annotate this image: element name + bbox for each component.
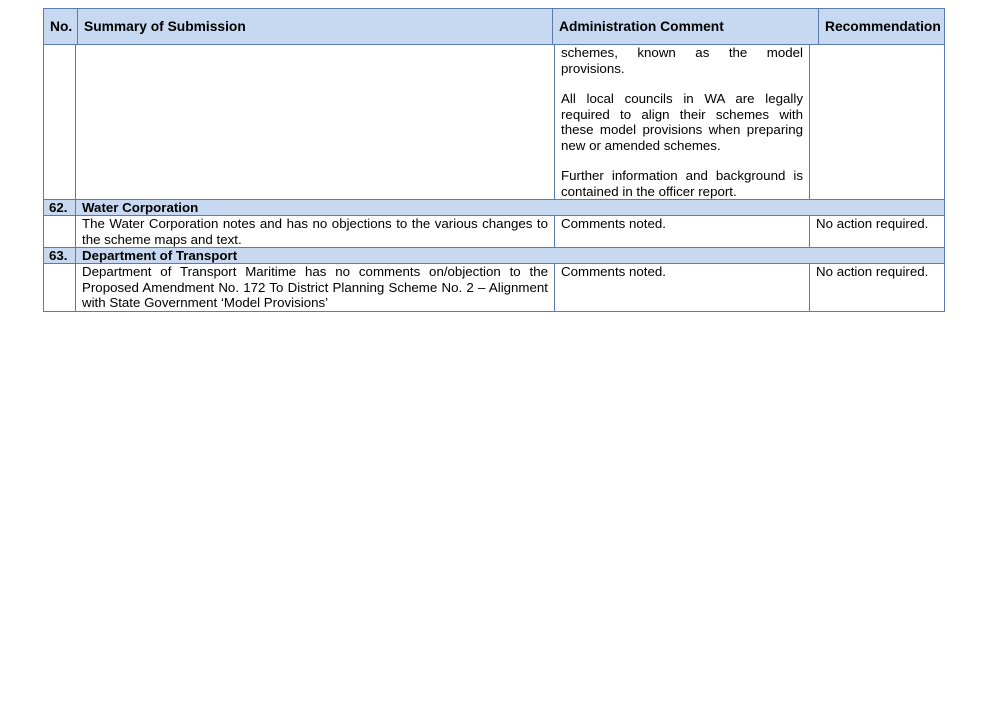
header-row	[44, 9, 945, 45]
header-summary: Summary of Submission	[78, 9, 553, 45]
table-header	[43, 8, 945, 45]
continuation-recommendation-cell	[810, 45, 945, 200]
section-heading-row	[44, 248, 945, 264]
continuation-comment-cell	[555, 45, 810, 200]
row-no-cell	[44, 264, 76, 312]
table-row	[44, 264, 945, 312]
row-summary: The Water Corporation notes and has no objections to the various changes to the scheme maps and text.	[76, 216, 555, 248]
section-number: 63.	[44, 248, 76, 264]
submissions-table	[43, 8, 944, 312]
section-title: Water Corporation	[76, 200, 945, 216]
row-recommendation: No action required.	[810, 216, 945, 248]
row-no-cell	[44, 216, 76, 248]
continuation-no-cell	[44, 45, 76, 200]
comment-paragraph: Further information and background is contained in the officer report.	[561, 168, 803, 199]
section-title: Department of Transport	[76, 248, 945, 264]
section-heading-row	[44, 200, 945, 216]
row-comment: Comments noted.	[555, 264, 810, 312]
header-comment: Administration Comment	[553, 9, 819, 45]
row-summary: Department of Transport Maritime has no comments on/objection to the Proposed Amendment No. 172 To District Planning Scheme No. 2 – Alignment with State Government ‘Model Provisions’	[76, 264, 555, 312]
comment-paragraph: schemes, known as the model provisions.	[561, 45, 803, 76]
row-recommendation: No action required.	[810, 264, 945, 312]
continuation-summary-cell	[76, 45, 555, 200]
table-row	[44, 216, 945, 248]
table-body	[43, 44, 945, 312]
header-no: No.	[44, 9, 78, 45]
comment-paragraph: All local councils in WA are legally required to align their schemes with these model provisions when preparing new or amended schemes.	[561, 91, 803, 153]
section-number: 62.	[44, 200, 76, 216]
row-comment: Comments noted.	[555, 216, 810, 248]
continuation-row	[44, 45, 945, 200]
header-recommendation: Recommendation	[819, 9, 945, 45]
